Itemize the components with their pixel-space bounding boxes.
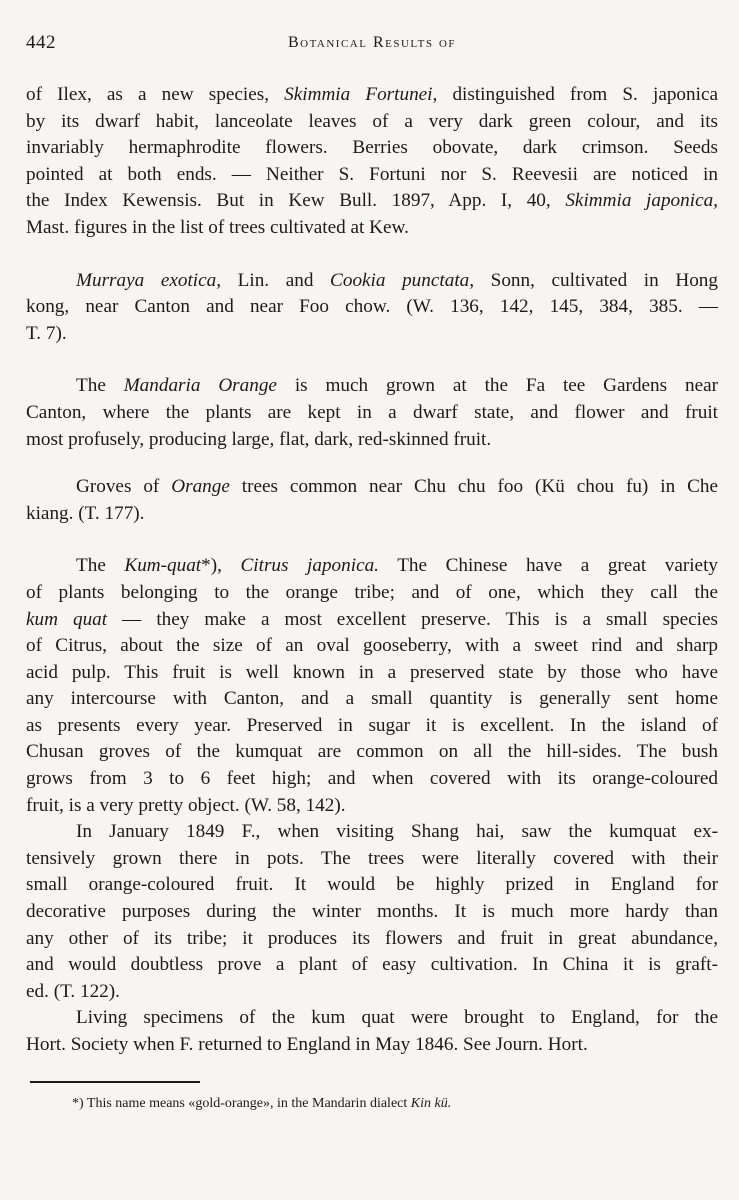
text-line: most profusely, producing large, flat, dark, red-skinned fruit. xyxy=(26,428,492,450)
text-line: Murraya exotica, Lin. and Cookia punctata, Sonn, cultivated in Hong xyxy=(76,269,718,291)
text-line: by its dwarf habit, lanceolate leaves of a very dark green colour, and its xyxy=(26,110,718,132)
text-line: as presents every year. Preserved in sugar it is excellent. In the island of xyxy=(26,714,718,736)
text-line: any intercourse with Canton, and a small quantity is generally sent home xyxy=(26,688,718,710)
paragraph xyxy=(26,553,718,819)
italic-term: Cookia punctata, xyxy=(330,269,475,291)
text-line: Living specimens of the kum quat were brought to England, for the xyxy=(76,1007,718,1029)
text-line: pointed at both ends. — Neither S. Fortuni nor S. Reevesii are noticed in xyxy=(26,163,718,185)
footnote-italic: Kin kü. xyxy=(410,1095,452,1111)
running-head: Botanical Results of xyxy=(287,34,457,51)
text-line: of Ilex, as a new species, Skimmia Fortunei, distinguished from S. japonica xyxy=(26,84,718,105)
italic-term: kum quat xyxy=(26,608,108,630)
page xyxy=(26,26,718,1113)
paragraph xyxy=(26,474,718,527)
paragraph xyxy=(26,1005,718,1058)
italic-term: Citrus japonica. xyxy=(240,555,379,577)
italic-term: Mandaria Orange xyxy=(123,375,277,397)
text-line: kum quat — they make a most excellent preserve. This is a small species xyxy=(26,608,718,630)
paragraph xyxy=(26,373,718,453)
paragraph xyxy=(26,82,718,242)
text-line: Chusan groves of the kumquat are common on all the hill-sides. The bush xyxy=(26,741,718,763)
text-line: Groves of Orange trees common near Chu chu foo (Kü chou fu) in Che xyxy=(76,476,718,498)
italic-term: Orange xyxy=(171,476,230,498)
footnote xyxy=(26,1095,718,1113)
text-line: any other of its tribe; it produces its flowers and fruit in great abundance, xyxy=(26,927,718,949)
page-number: 442 xyxy=(26,32,56,53)
footnote-rule xyxy=(30,1081,200,1083)
paragraph xyxy=(26,819,718,1005)
italic-term: Kum-quat xyxy=(124,555,202,577)
text-line: fruit, is a very pretty object. (W. 58, 142). xyxy=(26,794,346,816)
page-header xyxy=(26,26,718,66)
paragraph xyxy=(26,268,718,348)
text-line: In January 1849 F., when visiting Shang hai, saw the kumquat ex- xyxy=(76,821,718,843)
text-line: small orange-coloured fruit. It would be highly prized in England for xyxy=(26,874,718,896)
text-line: T. 7). xyxy=(26,322,67,344)
text-line: Hort. Society when F. returned to England in May 1846. See Journ. Hort. xyxy=(26,1034,588,1055)
text-line: Canton, where the plants are kept in a dwarf state, and flower and fruit xyxy=(26,401,718,423)
text-line: kong, near Canton and near Foo chow. (W. 136, 142, 145, 384, 385. — xyxy=(26,296,718,318)
text-line: acid pulp. This fruit is well known in a preserved state by those who have xyxy=(26,661,718,683)
footnote-text: *) This name means «gold-orange», in the Mandarin dialect xyxy=(72,1095,411,1111)
text-line: grows from 3 to 6 feet high; and when covered with its orange-coloured xyxy=(26,768,718,790)
text-line: invariably hermaphrodite flowers. Berries obovate, dark crimson. Seeds xyxy=(26,137,718,159)
text-line: the Index Kewensis. But in Kew Bull. 1897, App. I, 40, Skimmia japonica, xyxy=(26,190,718,212)
text-line: ed. (T. 122). xyxy=(26,980,120,1002)
italic-term: Murraya exotica, xyxy=(76,269,222,291)
text-line: decorative purposes during the winter months. It is much more hardy than xyxy=(26,901,718,923)
text-line: The Mandaria Orange is much grown at the Fa tee Gardens near xyxy=(76,375,718,397)
italic-term: Skimmia japonica, xyxy=(565,190,718,212)
text-line: The Kum-quat*), Citrus japonica. The Chinese have a great variety xyxy=(76,555,718,577)
text-line: Mast. figures in the list of trees cultivated at Kew. xyxy=(26,216,409,238)
text-line: and would doubtless prove a plant of easy cultivation. In China it is graft- xyxy=(26,954,718,976)
italic-term: Skimmia Fortunei, xyxy=(284,84,438,105)
text-line: of Citrus, about the size of an oval gooseberry, with a sweet rind and sharp xyxy=(26,635,718,657)
text-line: of plants belonging to the orange tribe; and of one, which they call the xyxy=(26,581,718,603)
body-text xyxy=(26,82,718,1059)
text-line: tensively grown there in pots. The trees were literally covered with their xyxy=(26,847,718,869)
text-line: kiang. (T. 177). xyxy=(26,502,145,524)
